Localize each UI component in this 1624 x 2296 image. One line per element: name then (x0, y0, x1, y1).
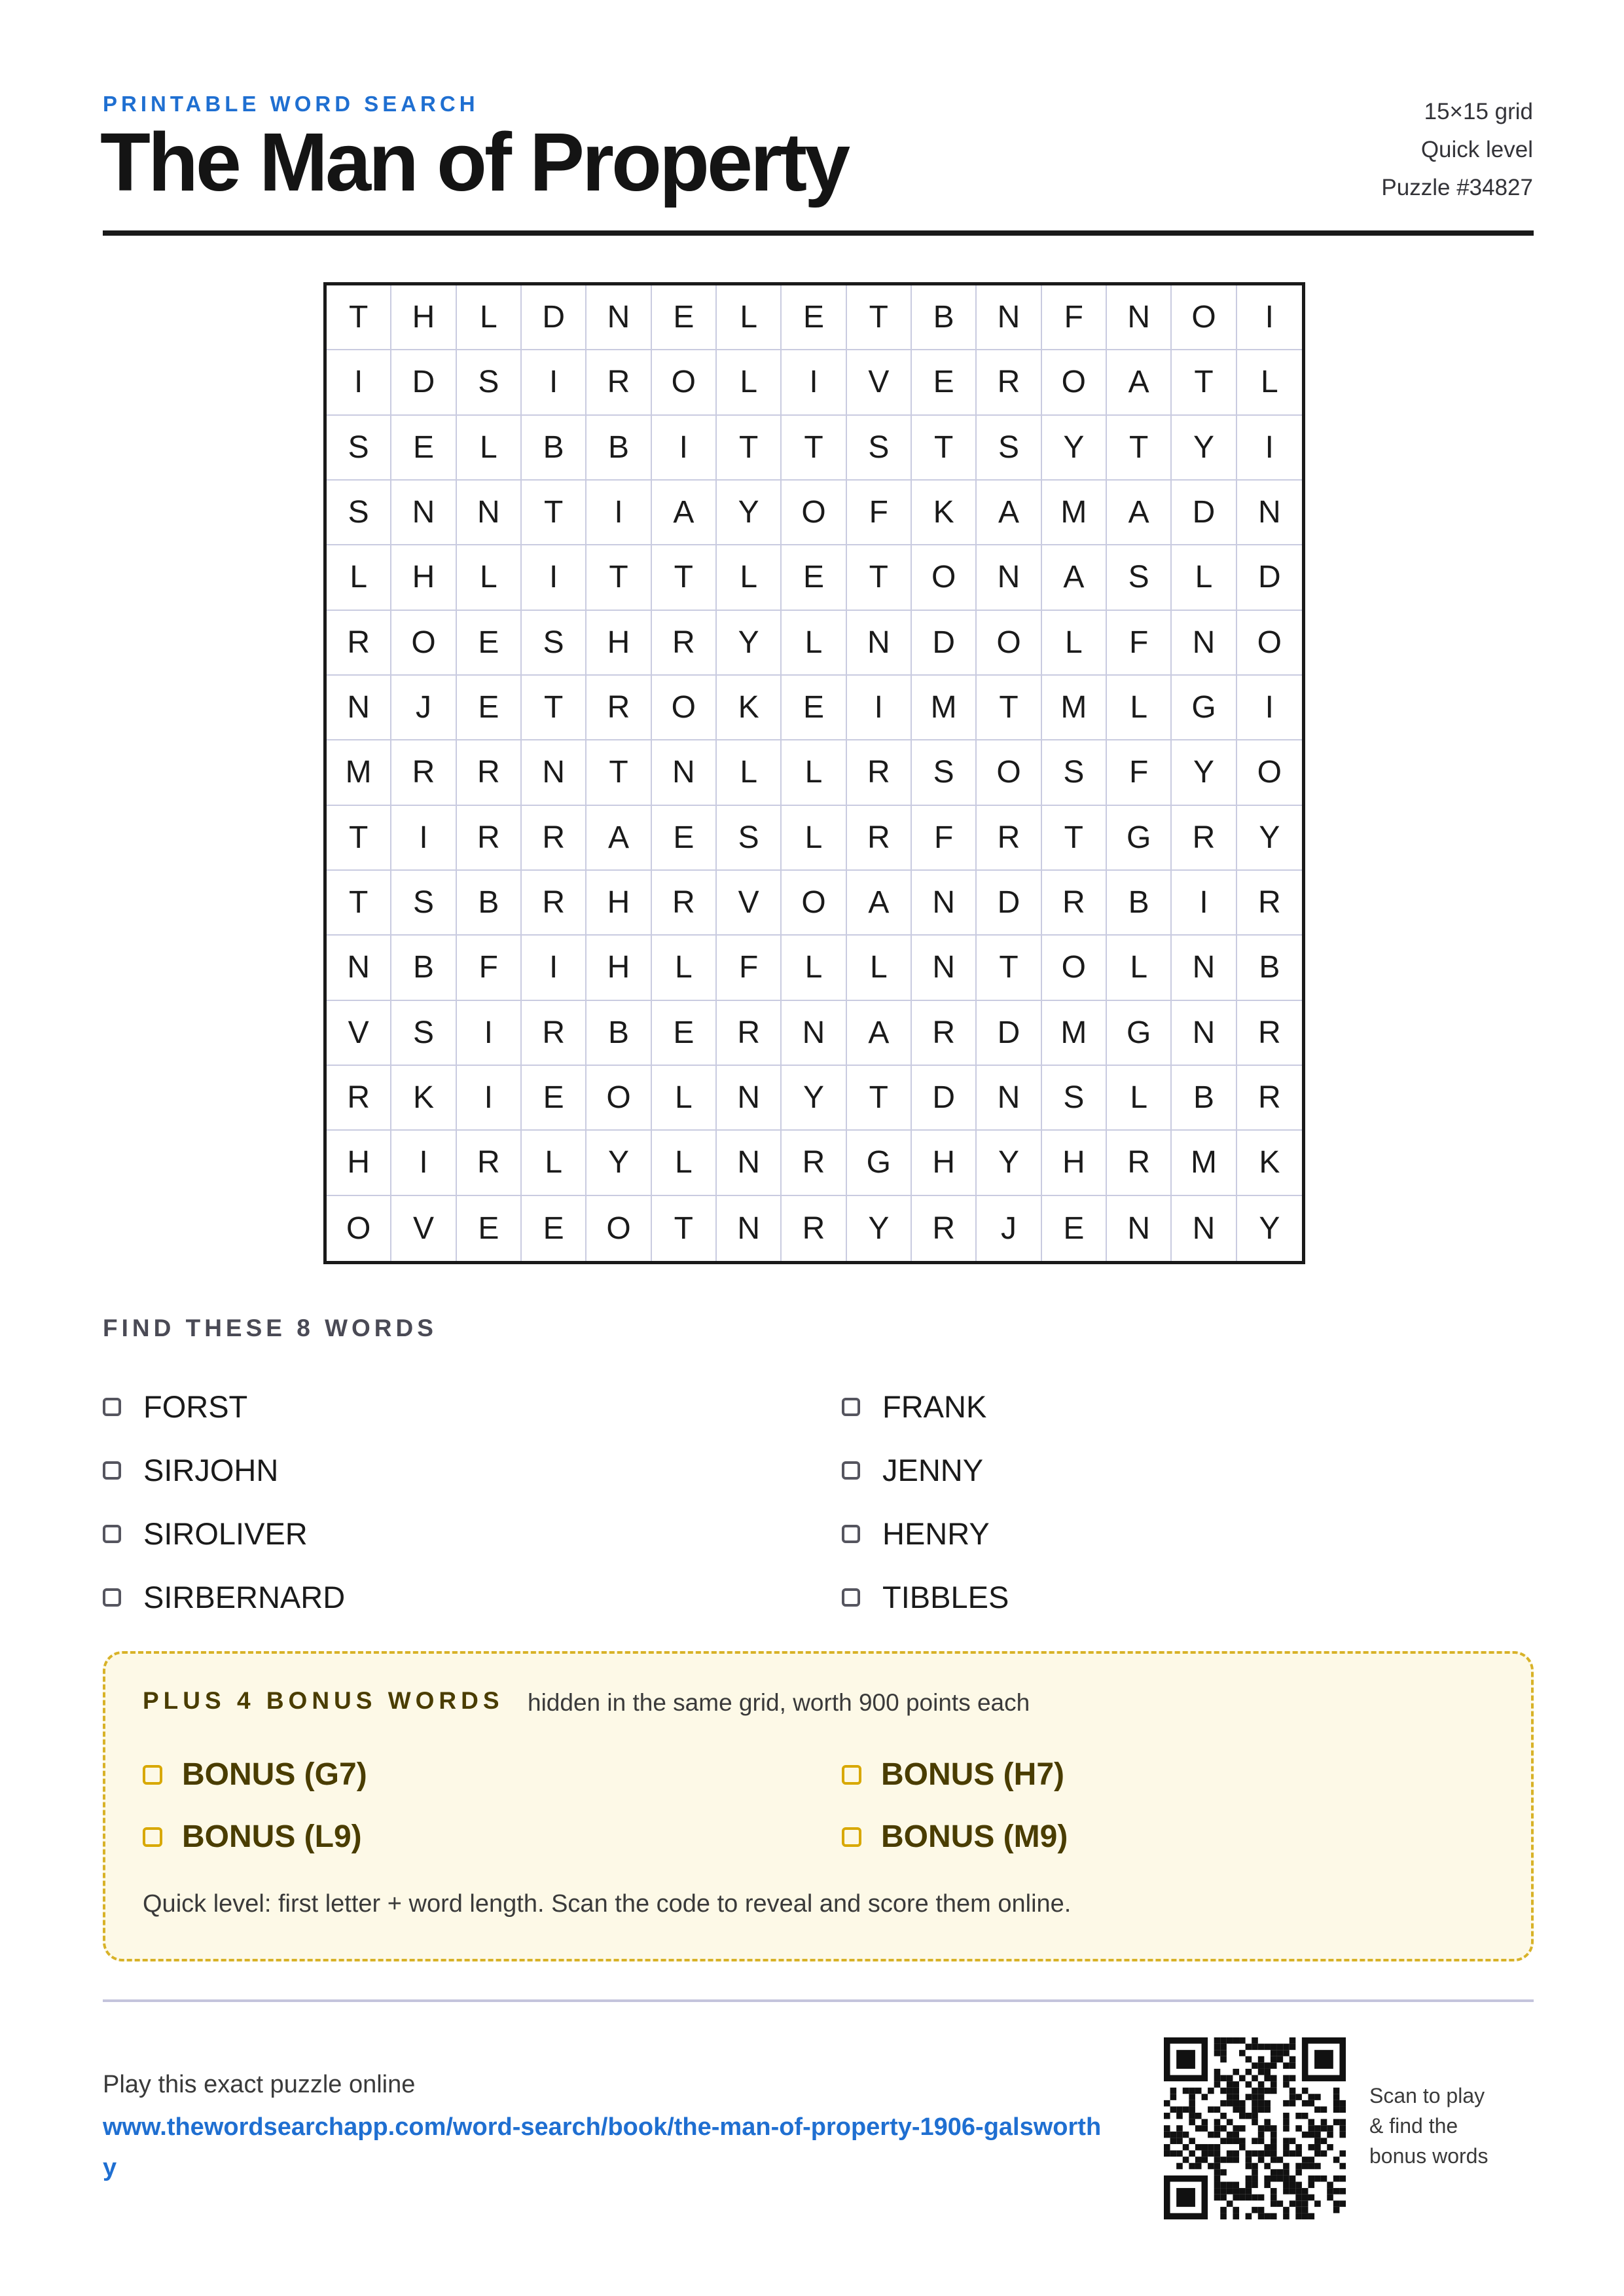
grid-cell[interactable]: T (1107, 416, 1172, 481)
grid-cell[interactable]: D (522, 285, 586, 350)
grid-cell[interactable]: S (1107, 545, 1172, 610)
bonus-word-item[interactable] (842, 1806, 1542, 1868)
grid-cell[interactable]: R (522, 806, 586, 871)
footer-divider (103, 1999, 1534, 2002)
grid-cell[interactable]: N (977, 545, 1041, 610)
checkbox-icon[interactable] (842, 1765, 861, 1785)
grid-cell[interactable]: G (1107, 1001, 1172, 1066)
page-title: The Man of Property (100, 116, 848, 208)
grid-cell[interactable]: I (1172, 871, 1236, 936)
grid-cell[interactable]: L (782, 611, 846, 676)
grid-cell[interactable]: L (1237, 350, 1302, 415)
grid-cell[interactable]: B (586, 1001, 651, 1066)
grid-cell[interactable]: L (652, 1066, 717, 1131)
grid-cell[interactable]: Y (847, 1196, 912, 1261)
word-label: JENNY (882, 1453, 984, 1487)
checkbox-icon[interactable] (842, 1398, 860, 1416)
bonus-word-label: BONUS (H7) (881, 1757, 1065, 1792)
grid-cell[interactable]: I (457, 1066, 522, 1131)
grid-cell[interactable]: T (327, 806, 391, 871)
grid-cell[interactable]: N (1172, 611, 1236, 676)
grid-cell[interactable]: T (717, 416, 782, 481)
grid-cell[interactable]: E (782, 285, 846, 350)
grid-cell[interactable]: S (1042, 740, 1107, 805)
grid-cell[interactable]: O (1237, 740, 1302, 805)
grid-cell[interactable]: O (586, 1066, 651, 1131)
grid-cell[interactable]: O (912, 545, 977, 610)
grid-cell[interactable]: D (1172, 481, 1236, 545)
grid-cell[interactable]: T (652, 545, 717, 610)
grid-cell[interactable]: I (457, 1001, 522, 1066)
grid-cell[interactable]: E (522, 1196, 586, 1261)
grid-cell[interactable]: H (586, 611, 651, 676)
grid-cell[interactable]: E (782, 545, 846, 610)
grid-cell[interactable]: S (327, 416, 391, 481)
grid-cell[interactable]: H (391, 285, 456, 350)
grid-cell[interactable]: L (1042, 611, 1107, 676)
grid-cell[interactable]: S (977, 416, 1041, 481)
grid-cell[interactable]: D (912, 611, 977, 676)
grid-cell[interactable]: K (1237, 1131, 1302, 1195)
grid-cell[interactable]: O (1172, 285, 1236, 350)
grid-cell[interactable]: R (652, 611, 717, 676)
grid-cell[interactable]: T (847, 1066, 912, 1131)
grid-cell[interactable]: S (391, 871, 456, 936)
grid-cell[interactable]: Y (1172, 416, 1236, 481)
grid-cell[interactable]: E (391, 416, 456, 481)
grid-cell[interactable]: E (782, 676, 846, 740)
grid-cell[interactable]: Y (1259, 1211, 1280, 1246)
grid-cell[interactable]: R (977, 350, 1041, 415)
grid-cell[interactable]: D (977, 871, 1041, 936)
grid-cell[interactable]: N (977, 285, 1041, 350)
word-label: HENRY (882, 1516, 990, 1551)
grid-cell[interactable]: M (1172, 1131, 1236, 1195)
grid-cell[interactable]: B (1107, 871, 1172, 936)
grid-cell[interactable]: R (1237, 1066, 1302, 1131)
grid-cell[interactable]: Y (782, 1066, 846, 1131)
grid-cell[interactable]: R (1107, 1131, 1172, 1195)
grid-cell[interactable]: O (327, 1196, 391, 1261)
grid-cell[interactable]: E (652, 1001, 717, 1066)
grid-cell[interactable]: E (457, 676, 522, 740)
grid-cell[interactable]: T (652, 1196, 717, 1261)
grid-cell[interactable]: R (1042, 871, 1107, 936)
grid-cell[interactable]: Y (586, 1131, 651, 1195)
grid-cell[interactable]: I (1237, 285, 1302, 350)
grid-cell[interactable]: L (1172, 545, 1236, 610)
grid-cell[interactable]: R (912, 1001, 977, 1066)
grid-cell[interactable]: V (327, 1001, 391, 1066)
grid-cell[interactable]: M (327, 740, 391, 805)
grid-cell[interactable]: A (1107, 481, 1172, 545)
grid-cell[interactable]: O (1042, 350, 1107, 415)
grid-cell[interactable]: Y (977, 1131, 1041, 1195)
grid-cell[interactable]: A (847, 871, 912, 936)
grid-cell[interactable]: I (847, 676, 912, 740)
grid-cell[interactable]: T (586, 545, 651, 610)
grid-cell[interactable]: T (1172, 350, 1236, 415)
grid-cell[interactable]: R (522, 1001, 586, 1066)
grid-cell[interactable]: N (1172, 936, 1236, 1000)
grid-cell[interactable]: E (912, 350, 977, 415)
checkbox-icon[interactable] (143, 1765, 162, 1785)
grid-cell[interactable]: R (327, 611, 391, 676)
grid-cell[interactable]: L (1107, 676, 1172, 740)
grid-cell[interactable]: S (522, 611, 586, 676)
grid-cell[interactable]: L (782, 806, 846, 871)
grid-cell[interactable]: V (391, 1196, 456, 1261)
bonus-word-label: BONUS (M9) (881, 1819, 1068, 1854)
grid-cell[interactable]: K (391, 1066, 456, 1131)
grid-cell[interactable]: N (1237, 481, 1302, 545)
grid-cell[interactable]: N (522, 740, 586, 805)
grid-cell[interactable]: N (586, 285, 651, 350)
grid-cell[interactable]: R (1237, 1001, 1302, 1066)
grid-cell[interactable]: L (717, 545, 782, 610)
grid-cell[interactable]: N (457, 481, 522, 545)
grid-cell[interactable]: A (586, 806, 651, 871)
grid-cell[interactable]: H (391, 545, 456, 610)
grid-cell[interactable]: F (847, 481, 912, 545)
grid-cell[interactable]: L (1107, 1066, 1172, 1131)
grid-cell[interactable]: E (522, 1066, 586, 1131)
bonus-word-label: BONUS (G7) (182, 1757, 367, 1792)
qr-caption: Scan to play & find the bonus words (1369, 2084, 1489, 2168)
grid-cell[interactable]: D (391, 350, 456, 415)
grid-cell[interactable]: R (652, 871, 717, 936)
checkbox-icon[interactable] (103, 1461, 121, 1480)
grid-cell[interactable]: B (457, 871, 522, 936)
grid-cell[interactable]: M (1042, 676, 1107, 740)
grid-cell[interactable]: O (652, 350, 717, 415)
grid-cell[interactable]: O (1237, 611, 1302, 676)
grid-cell[interactable]: O (977, 611, 1041, 676)
grid-cell[interactable]: E (1042, 1196, 1107, 1261)
grid-cell[interactable]: T (912, 416, 977, 481)
word-label: SIRJOHN (143, 1453, 279, 1487)
grid-cell[interactable]: Y (717, 481, 782, 545)
grid-cell[interactable]: O (977, 740, 1041, 805)
grid-cell[interactable]: R (1172, 806, 1236, 871)
grid-cell[interactable]: L (782, 740, 846, 805)
word-label: SIRBERNARD (143, 1580, 346, 1614)
grid-cell[interactable]: E (457, 611, 522, 676)
grid-cell[interactable]: T (1042, 806, 1107, 871)
grid-cell[interactable]: R (457, 1131, 522, 1195)
grid-cell[interactable]: N (977, 1066, 1041, 1131)
grid-cell[interactable]: T (327, 871, 391, 936)
find-words-heading: FIND THESE 8 WORDS (103, 1315, 437, 1341)
grid-cell[interactable]: J (391, 676, 456, 740)
puzzle-meta (1381, 93, 1533, 207)
grid-cell[interactable]: F (1042, 285, 1107, 350)
grid-cell[interactable]: N (327, 676, 391, 740)
grid-cell[interactable]: N (1172, 1196, 1236, 1261)
grid-cell[interactable]: A (847, 1001, 912, 1066)
grid-cell[interactable]: L (327, 545, 391, 610)
grid-cell[interactable]: N (717, 1131, 782, 1195)
bonus-subheading: hidden in the same grid, worth 900 points each (528, 1689, 1030, 1716)
grid-cell[interactable]: L (457, 545, 522, 610)
grid-cell[interactable]: S (717, 806, 782, 871)
word-item[interactable] (842, 1438, 1581, 1502)
checkbox-icon[interactable] (842, 1588, 860, 1607)
grid-cell[interactable]: R (586, 350, 651, 415)
grid-cell[interactable]: R (457, 740, 522, 805)
grid-cell[interactable]: R (912, 1196, 977, 1261)
checkbox-icon[interactable] (842, 1461, 860, 1480)
grid-cell[interactable]: H (912, 1131, 977, 1195)
grid-cell[interactable]: Y (717, 611, 782, 676)
grid-cell[interactable]: I (522, 936, 586, 1000)
grid-cell[interactable]: L (652, 936, 717, 1000)
word-item[interactable] (103, 1565, 842, 1629)
grid-cell[interactable]: N (1172, 1001, 1236, 1066)
grid-cell[interactable]: O (782, 871, 846, 936)
bonus-word-item[interactable] (842, 1743, 1542, 1806)
grid-cell[interactable]: D (977, 1001, 1041, 1066)
grid-cell[interactable]: L (1107, 936, 1172, 1000)
grid-cell[interactable]: N (912, 871, 977, 936)
grid-cell[interactable]: A (1107, 350, 1172, 415)
grid-cell[interactable]: I (391, 1131, 456, 1195)
grid-cell[interactable]: O (782, 481, 846, 545)
grid-cell[interactable]: M (1042, 481, 1107, 545)
grid-cell[interactable]: D (912, 1066, 977, 1131)
word-label: FORST (143, 1389, 248, 1424)
grid-cell[interactable]: F (1107, 611, 1172, 676)
word-item[interactable] (103, 1438, 842, 1502)
grid-cell[interactable]: R (782, 1196, 846, 1261)
grid-cell[interactable]: E (652, 285, 717, 350)
grid-cell[interactable]: G (1107, 806, 1172, 871)
grid-cell[interactable]: R (977, 806, 1041, 871)
grid-cell[interactable]: N (1107, 285, 1172, 350)
grid-cell[interactable]: B (1237, 936, 1302, 1000)
word-label: FRANK (882, 1389, 987, 1424)
grid-cell[interactable]: T (586, 740, 651, 805)
grid-cell[interactable]: D (1237, 545, 1302, 610)
grid-cell[interactable]: K (912, 481, 977, 545)
grid-cell[interactable]: T (977, 936, 1041, 1000)
grid-cell[interactable]: R (457, 806, 522, 871)
checkbox-icon[interactable] (103, 1398, 121, 1416)
word-item[interactable] (842, 1502, 1581, 1565)
grid-cell[interactable]: L (457, 285, 522, 350)
grid-cell[interactable]: L (717, 285, 782, 350)
grid-cell[interactable]: Y (1172, 740, 1236, 805)
grid-cell[interactable]: A (652, 481, 717, 545)
bonus-list-right (842, 1743, 1542, 1868)
grid-cell[interactable]: T (977, 676, 1041, 740)
grid-size-label: 15×15 grid (1424, 99, 1533, 124)
grid-cell[interactable]: N (717, 1066, 782, 1131)
checkbox-icon[interactable] (103, 1588, 121, 1607)
grid-cell[interactable]: H (327, 1131, 391, 1195)
word-item[interactable] (103, 1375, 842, 1438)
grid-cell[interactable]: O (391, 611, 456, 676)
grid-cell[interactable]: E (457, 1196, 522, 1261)
grid-cell[interactable]: R (391, 740, 456, 805)
grid-cell[interactable]: F (912, 806, 977, 871)
grid-cell[interactable]: S (912, 740, 977, 805)
grid-cell[interactable]: L (782, 936, 846, 1000)
grid-cell[interactable]: T (847, 545, 912, 610)
bonus-word-label: BONUS (L9) (182, 1819, 362, 1854)
grid-cell[interactable]: R (327, 1066, 391, 1131)
word-list-left (103, 1375, 842, 1629)
word-item[interactable] (842, 1375, 1581, 1438)
grid-cell[interactable]: N (782, 1001, 846, 1066)
grid-cell[interactable]: I (522, 350, 586, 415)
grid-cell[interactable]: R (782, 1131, 846, 1195)
word-item[interactable] (103, 1502, 842, 1565)
bonus-word-item[interactable] (143, 1806, 843, 1868)
grid-cell[interactable]: S (391, 1001, 456, 1066)
grid-cell[interactable]: M (912, 676, 977, 740)
grid-cell[interactable]: L (847, 936, 912, 1000)
grid-cell[interactable]: N (391, 481, 456, 545)
grid-cell[interactable]: B (522, 416, 586, 481)
grid-cell[interactable]: H (1042, 1131, 1107, 1195)
grid-cell[interactable]: N (847, 611, 912, 676)
grid-cell[interactable]: M (1042, 1001, 1107, 1066)
checkbox-icon[interactable] (842, 1525, 860, 1543)
grid-cell[interactable]: R (1237, 871, 1302, 936)
grid-cell[interactable]: G (847, 1131, 912, 1195)
grid-cell[interactable]: V (847, 350, 912, 415)
grid-cell[interactable]: L (717, 740, 782, 805)
grid-cell[interactable]: A (1042, 545, 1107, 610)
word-list-right (842, 1375, 1581, 1629)
grid-cell[interactable]: L (522, 1131, 586, 1195)
header-divider (103, 230, 1534, 236)
grid-cell[interactable]: N (912, 936, 977, 1000)
grid-cell[interactable]: N (327, 936, 391, 1000)
grid-cell[interactable]: T (782, 416, 846, 481)
grid-cell[interactable]: K (717, 676, 782, 740)
qr-code[interactable] (1164, 2037, 1346, 2219)
grid-cell[interactable]: I (1237, 676, 1302, 740)
grid-cell[interactable]: L (457, 416, 522, 481)
bonus-list-left (143, 1743, 843, 1868)
grid-cell[interactable]: R (522, 871, 586, 936)
level-label: Quick level (1420, 137, 1533, 162)
grid-cell[interactable]: G (1172, 676, 1236, 740)
puzzle-url-link[interactable]: www.thewordsearchapp.com/word-search/book/the-man-of-property-1906-galsworthy (103, 2113, 1102, 2181)
grid-cell[interactable]: T (327, 285, 391, 350)
grid-cell[interactable]: I (782, 350, 846, 415)
grid-cell[interactable]: S (457, 350, 522, 415)
grid-cell[interactable]: R (586, 676, 651, 740)
grid-cell[interactable]: B (391, 936, 456, 1000)
grid-cell[interactable]: B (586, 416, 651, 481)
grid-cell[interactable]: E (652, 806, 717, 871)
grid-cell[interactable]: S (847, 416, 912, 481)
grid-cell[interactable]: A (977, 481, 1041, 545)
grid-cell[interactable]: N (1107, 1196, 1172, 1261)
grid-cell[interactable]: T (847, 285, 912, 350)
checkbox-icon[interactable] (103, 1525, 121, 1543)
grid-cell[interactable]: I (327, 350, 391, 415)
letter-grid[interactable] (323, 282, 1305, 1264)
grid-cell[interactable]: F (717, 936, 782, 1000)
grid-cell[interactable]: R (847, 806, 912, 871)
grid-cell[interactable]: T (522, 481, 586, 545)
grid-cell[interactable]: L (717, 350, 782, 415)
grid-cell[interactable]: H (586, 871, 651, 936)
word-label: SIROLIVER (143, 1516, 308, 1551)
grid-cell[interactable]: N (717, 1196, 782, 1261)
grid-cell[interactable]: S (1042, 1066, 1107, 1131)
grid-cell[interactable]: J (977, 1196, 1041, 1261)
bonus-note: Quick level: first letter + word length. Scan the code to reveal and score them online. (143, 1890, 1072, 1918)
grid-cell[interactable]: O (1042, 936, 1107, 1000)
grid-cell[interactable]: B (912, 285, 977, 350)
grid-cell[interactable]: Y (1042, 416, 1107, 481)
bonus-heading: PLUS 4 BONUS WORDS (143, 1687, 504, 1714)
puzzle-number: Puzzle #34827 (1381, 175, 1533, 200)
grid-cell[interactable]: O (586, 1196, 651, 1261)
word-label: TIBBLES (882, 1580, 1009, 1614)
grid-cell[interactable]: R (717, 1001, 782, 1066)
grid-cell[interactable]: T (522, 676, 586, 740)
grid-cell[interactable]: V (717, 871, 782, 936)
checkbox-icon[interactable] (143, 1827, 162, 1847)
grid-cell[interactable]: H (586, 936, 651, 1000)
grid-cell[interactable]: I (586, 481, 651, 545)
grid-cell[interactable]: R (847, 740, 912, 805)
grid-cell[interactable]: F (1107, 740, 1172, 805)
grid-cell[interactable]: S (327, 481, 391, 545)
grid-cell[interactable]: L (652, 1131, 717, 1195)
grid-cell[interactable]: I (522, 545, 586, 610)
grid-cell[interactable]: I (391, 806, 456, 871)
word-item[interactable] (842, 1565, 1581, 1629)
grid-cell[interactable]: Y (1237, 806, 1302, 871)
checkbox-icon[interactable] (842, 1827, 861, 1847)
play-online-label: Play this exact puzzle online (103, 2071, 416, 2098)
bonus-word-item[interactable] (143, 1743, 843, 1806)
grid-cell[interactable]: O (652, 676, 717, 740)
grid-cell[interactable]: N (652, 740, 717, 805)
grid-cell[interactable]: I (1237, 416, 1302, 481)
grid-cell[interactable]: B (1172, 1066, 1236, 1131)
kicker-label: PRINTABLE WORD SEARCH (103, 92, 479, 116)
grid-cell[interactable]: I (652, 416, 717, 481)
grid-cell[interactable]: F (457, 936, 522, 1000)
